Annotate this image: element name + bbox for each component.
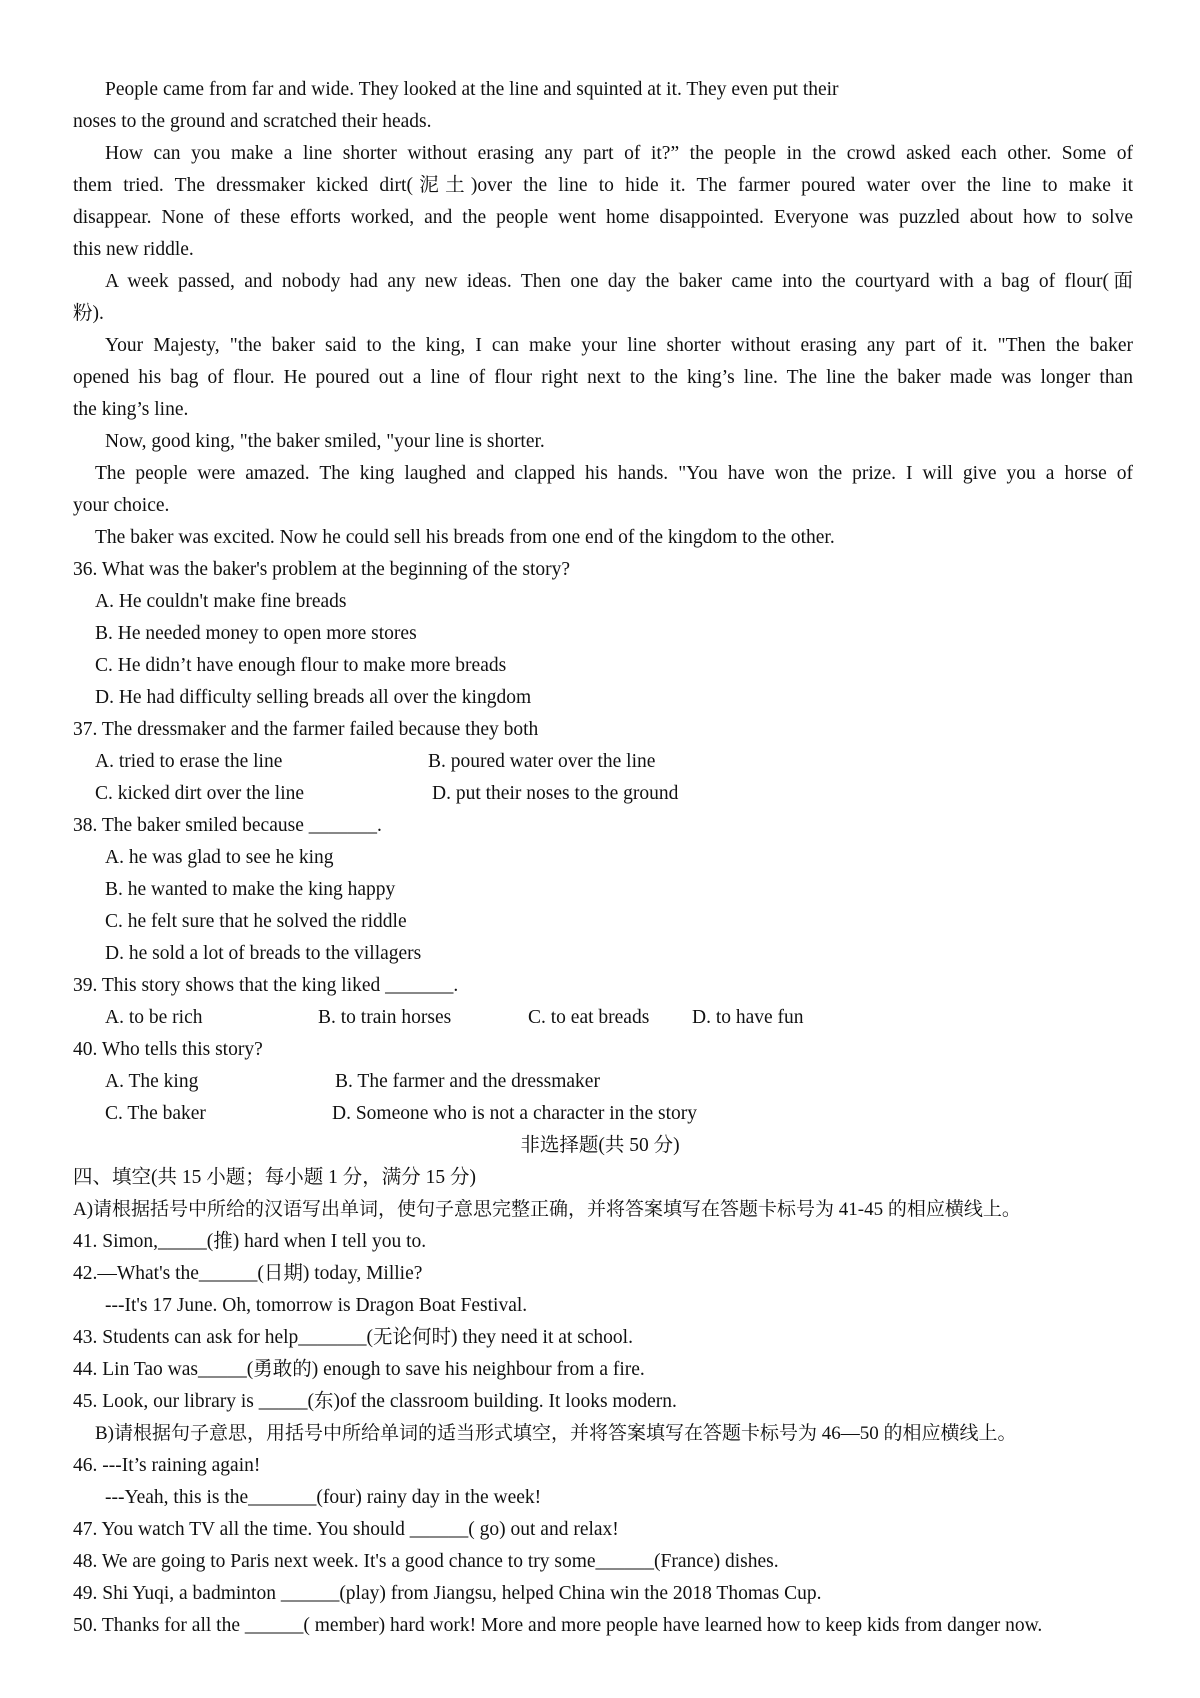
options-row [105,1002,1133,1034]
fill-item: 50. Thanks for all the ______( member) hard work! More and more people have learned how to keep kids from danger now. [73,1615,1043,1636]
passage-line: 粉). [73,303,104,324]
passage-line: your choice. [73,495,170,516]
option-d: D. to have fun [692,1007,804,1028]
option-c: C. He didn’t have enough flour to make more breads [95,655,507,676]
part-a-instruction: A)请根据括号中所给的汉语写出单词，使句子意思完整正确，并将答案填写在答题卡标号为 41-45 的相应横线上。 [73,1199,1021,1220]
fill-item: 48. We are going to Paris next week. It's a good chance to try some______(France) dishes. [73,1551,779,1572]
passage-line: The baker was excited. Now he could sell his breads from one end of the kingdom to the other. [95,527,835,548]
passage-line: A week passed, and nobody had any new ideas. Then one day the baker came into the courtyard with a bag of flour(面 [105,271,1133,292]
part-4-heading: 四、填空(共 15 小题；每小题 1 分，满分 15 分) [73,1167,476,1188]
fill-item: 46. ---It’s raining again! [73,1455,261,1476]
fill-item: 45. Look, our library is _____(东)of the classroom building. It looks modern. [73,1391,677,1412]
fill-item: 42.—What's the______(日期) today, Millie? [73,1263,423,1284]
option-b: B. The farmer and the dressmaker [335,1071,600,1092]
passage-line: noses to the ground and scratched their heads. [73,111,432,132]
option-c: C. to eat breads [528,1007,650,1028]
question-stem: 40. Who tells this story? [73,1039,263,1060]
section-title: 非选择题(共 50 分) [520,1135,680,1156]
question-stem: 37. The dressmaker and the farmer failed because they both [73,719,539,740]
option-c: C. The baker [105,1103,206,1124]
option-a: A. to be rich [105,1007,203,1028]
question-stem: 39. This story shows that the king liked _______. [73,975,459,996]
passage-line: How can you make a line shorter without erasing any part of it?” the people in the crowd asked each other. Some of [105,143,1133,164]
option-d: D. Someone who is not a character in the story [332,1103,697,1124]
fill-item: 43. Students can ask for help_______(无论何时) they need it at school. [73,1327,633,1348]
passage-line: People came from far and wide. They looked at the line and squinted at it. They even put their [105,79,839,100]
option-d: D. put their noses to the ground [432,783,679,804]
fill-item: 47. You watch TV all the time. You should ______( go) out and relax! [73,1519,619,1540]
question-stem: 38. The baker smiled because _______. [73,815,382,836]
options-row [105,1066,1133,1098]
fill-item: 41. Simon,_____(推) hard when I tell you to. [73,1231,427,1252]
passage-line: Your Majesty, "the baker said to the king, I can make your line shorter without erasing any part of it. "Then the baker [105,335,1133,356]
passage-line: disappear. None of these efforts worked, and the people went home disappointed. Everyone was puzzled about how to solve [73,207,1133,228]
option-b: B. to train horses [318,1007,452,1028]
question-stem: 36. What was the baker's problem at the beginning of the story? [73,559,571,580]
fill-item: ---Yeah, this is the_______(four) rainy day in the week! [105,1487,542,1508]
fill-item: ---It's 17 June. Oh, tomorrow is Dragon Boat Festival. [105,1295,528,1316]
options-row [105,1098,1133,1130]
passage-line: this new riddle. [73,239,194,260]
option-a: A. tried to erase the line [95,751,283,772]
passage-line: Now, good king, "the baker smiled, "your line is shorter. [105,431,545,452]
options-row [95,778,1133,810]
option-c: C. he felt sure that he solved the riddle [105,911,407,932]
option-a: A. He couldn't make fine breads [95,591,347,612]
part-b-instruction: B)请根据句子意思，用括号中所给单词的适当形式填空，并将答案填写在答题卡标号为 46—50 的相应横线上。 [95,1423,1017,1444]
option-b: B. He needed money to open more stores [95,623,417,644]
option-d: D. he sold a lot of breads to the villagers [105,943,422,964]
option-a: A. The king [105,1071,199,1092]
option-d: D. He had difficulty selling breads all over the kingdom [95,687,532,708]
fill-item: 49. Shi Yuqi, a badminton ______(play) from Jiangsu, helped China win the 2018 Thomas Cup. [73,1583,822,1604]
option-c: C. kicked dirt over the line [95,783,305,804]
option-b: B. he wanted to make the king happy [105,879,396,900]
option-a: A. he was glad to see he king [105,847,334,868]
passage-line: opened his bag of flour. He poured out a line of flour right next to the king’s line. The line the baker made was longer than [73,367,1133,388]
passage-line: them tried. The dressmaker kicked dirt(泥土)over the line to hide it. The farmer poured water over the line to make it [73,175,1133,196]
fill-item: 44. Lin Tao was_____(勇敢的) enough to save his neighbour from a fire. [73,1359,645,1380]
options-row [95,746,1133,778]
passage-line: The people were amazed. The king laughed and clapped his hands. "You have won the prize. I will give you a horse of [95,463,1133,484]
passage-line: the king’s line. [73,399,189,420]
option-b: B. poured water over the line [428,751,656,772]
